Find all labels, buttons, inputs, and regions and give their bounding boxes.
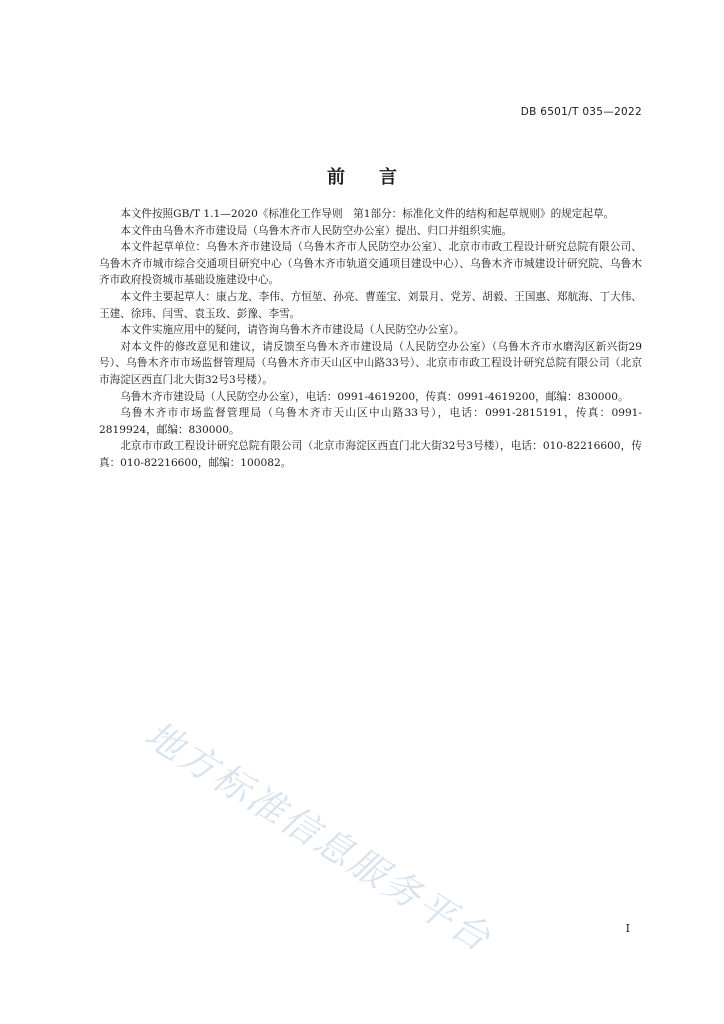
paragraph-drafting-units: 本文件起草单位：乌鲁木齐市建设局（乌鲁木齐市人民防空办公室）、北京市市政工程设计研究总院有限公司、乌鲁木齐市城市综合交通项目研究中心（乌鲁木齐市轨道交通项目建设中心）、乌鲁木齐市城建设计研究院、乌鲁木齐市政府投资城市基础设施建设中心。 (99, 241, 642, 287)
paragraph-drafting-rules: 本文件按照GB/T 1.1—2020《标准化工作导则 第1部分：标准化文件的结构和起草规则》的规定起草。 (120, 208, 615, 220)
watermark: 地方标准信息服务平台 (137, 712, 500, 962)
paragraph-inquiry: 本文件实施应用中的疑问，请咨询乌鲁木齐市建设局（人民防空办公室）。 (120, 324, 465, 337)
paragraph-feedback: 对本文件的修改意见和建议，请反馈至乌鲁木齐市建设局（人民防空办公室）（乌鲁木齐市水磨沟区新兴街29号）、乌鲁木齐市市场监督管理局（乌鲁木齐市天山区中山路33号）、北京市市政工程设计研究总院有限公司（北京市海淀区西直门北大街32号3号楼）。 (99, 340, 642, 386)
paragraph-contact-market-bureau: 乌鲁木齐市市场监督管理局（乌鲁木齐市天山区中山路33号），电话：0991-2815191，传真：0991-2819924，邮编：830000。 (99, 407, 642, 436)
paragraph-contact-design-institute: 北京市市政工程设计研究总院有限公司（北京市海淀区西直门北大街32号3号楼），电话：010-82216600，传真：010-82216600，邮编：100082。 (99, 440, 642, 469)
paragraph-drafters: 本文件主要起草人：康占龙、李伟、方恒堃、孙亮、曹莲宝、刘景月、党芳、胡毅、王国惠、郑航海、丁大伟、王建、徐玮、闫雪、袁玉玫、彭豫、李雪。 (99, 290, 642, 320)
document-code: DB 6501/T 035—2022 (520, 106, 642, 118)
paragraph-proposer: 本文件由乌鲁木齐市建设局（乌鲁木齐市人民防空办公室）提出、归口并组织实施。 (120, 224, 513, 237)
document-body (99, 206, 642, 472)
page-number: I (625, 922, 630, 935)
paragraph-contact-construction-bureau: 乌鲁木齐市建设局（人民防空办公室），电话：0991-4619200，传真：0991-4619200，邮编：830000。 (120, 390, 629, 403)
page-title: 前言 (327, 167, 431, 188)
